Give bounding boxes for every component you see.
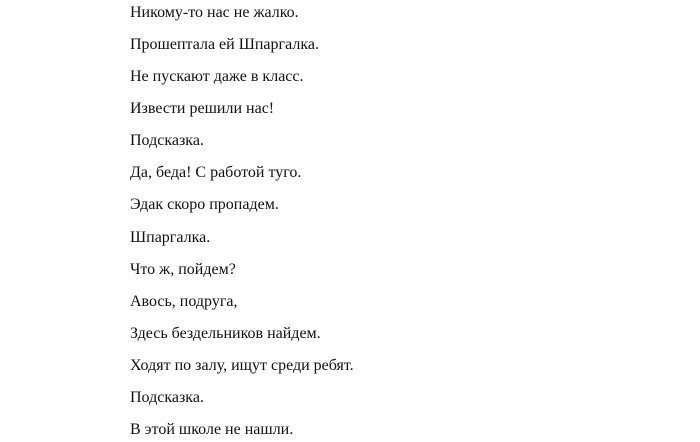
text-line: Прошептала ей Шпаргалка. <box>130 36 319 53</box>
speaker-label: Шпаргалка. <box>130 229 211 246</box>
text-line: Эдак скоро пропадем. <box>130 196 279 213</box>
text-line: Что ж, пойдем? <box>130 261 236 278</box>
speaker-label: Подсказка. <box>130 389 204 406</box>
text-line: Да, беда! С работой туго. <box>130 164 302 181</box>
text-line: В этой школе не нашли. <box>130 421 294 438</box>
speaker-label: Подсказка. <box>130 132 204 149</box>
text-line: Не пускают даже в класс. <box>130 68 304 85</box>
text-line: Извести решили нас! <box>130 100 275 117</box>
text-line: Никому-то нас не жалко. <box>130 4 299 21</box>
text-line: Авось, подруга, <box>130 293 238 310</box>
stage-direction: Ходят по залу, ищут среди ребят. <box>130 357 354 374</box>
text-line: Здесь бездельников найдем. <box>130 325 321 342</box>
